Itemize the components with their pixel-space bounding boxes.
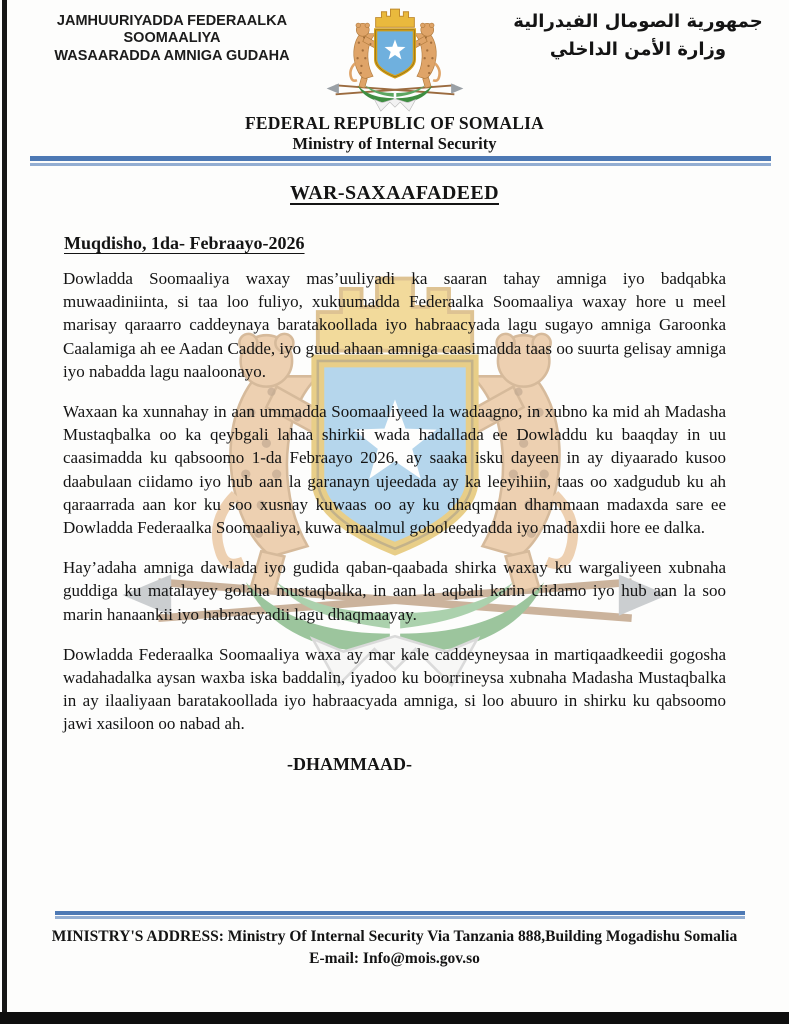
paragraph-2: Waxaan ka xunnahay in aan ummadda Soomaaliyeed la wadaagno, in xubno ka mid ah Madasha Mustaqbalka oo ka qeybgali lahaa shirkii wada hadallada ee Dowladdu ku baaqday in uu caasimadda ku qabsoomo 1-da Febraayo 2026, ay saaka isku dayeen in ay diyaarado kusoo daabulaan ciidamo iyo hub aan la garanayn ujeedada ay ka leeyihiin, taas oo xadgudub ku ah qaraarrada aan kor ku soo xusnay kuwaas oo ay ku dhaqmaan dhammaan madaxda sare ee Dowladda Federaalka Soomaaliya, kuwa maalmul goboleedyadda iyo madaxdii hore ee dalka.: [63, 402, 726, 538]
footer-divider: [55, 911, 745, 919]
footer-email: E-mail: Info@mois.gov.so: [309, 949, 480, 967]
document-body: [63, 267, 726, 776]
footer: [0, 911, 789, 969]
header-ministry: Ministry of Internal Security: [292, 134, 497, 153]
footer-address: MINISTRY'S ADDRESS: Ministry Of Internal Security Via Tanzania 888,Building Mogadishu Somalia: [51, 928, 738, 945]
paragraph-4: Dowladda Federaalka Soomaaliya waxa ay mar kale caddeyneysaa in martiqaadkeedii gogosha wadahadalka aysan waxba iska baddalin, iyadoo ku boorrineysa xubnaha Madasha Mustaqbalka in ay ilaaliyaan baratakoollada iyo habraacyada amniga, si loo abuuro in shirku ku qabsoomo jawi xasiloon oo nabad ah.: [63, 644, 726, 734]
header-arabic-title: [499, 8, 777, 64]
header-somali-line3: WASAARADDA AMNIGA GUDAHA: [54, 47, 290, 64]
dateline: Muqdisho, 1da- Febraayo-2026: [64, 233, 305, 253]
photo-edge-left: [2, 0, 7, 1024]
header-somali-line1: JAMHUURIYADDA FEDERAALKA: [56, 13, 288, 29]
paragraph-1: Dowladda Soomaaliya waxay mas’uuliyadi ka saaran tahay amniga iyo badqabka muwaadiniinta, si taa loo fuliyo, xukuumadda Federaalka Soomaaliya waxay hore u meel marisay qaraarro caddeynaya baratakoollada iyo habraacyada lagu sugayo amniga Garoonka Caalamiga ah ee Aadan Cadde, iyo guud ahaan amniga caasimadda taas oo suurta gelisay amniga iyo nabadda lagu naaloonayo.: [63, 269, 726, 381]
header-divider: [30, 156, 771, 166]
closing-mark: -DHAMMAAD-: [287, 753, 412, 774]
header-somali-title: [52, 13, 292, 65]
header-arabic-line2: وزارة الأمن الداخلي: [549, 38, 727, 60]
paragraph-3: Hay’adaha amniga dawlada iyo gudida qaban-qaabada shirka waxay ku wargaliyeen xubnaha guddiga ku matalayey golaha mustaqbalka, in aan la aqbali karin ciidamo iyo hub aan la soo marin hanaankii iyo habraacyadii lagu dhaqmaayay.: [63, 558, 726, 624]
somalia-coat-of-arms-icon: [321, 4, 469, 124]
header-somali-line2: SOOMAALIYA: [123, 30, 221, 47]
header-country: FEDERAL REPUBLIC OF SOMALIA: [245, 113, 544, 133]
document-title: WAR-SAXAAFADEED: [290, 182, 499, 204]
photo-edge-bottom: [0, 1012, 789, 1024]
header-arabic-line1: جمهورية الصومال الفيدرالية: [513, 11, 763, 32]
